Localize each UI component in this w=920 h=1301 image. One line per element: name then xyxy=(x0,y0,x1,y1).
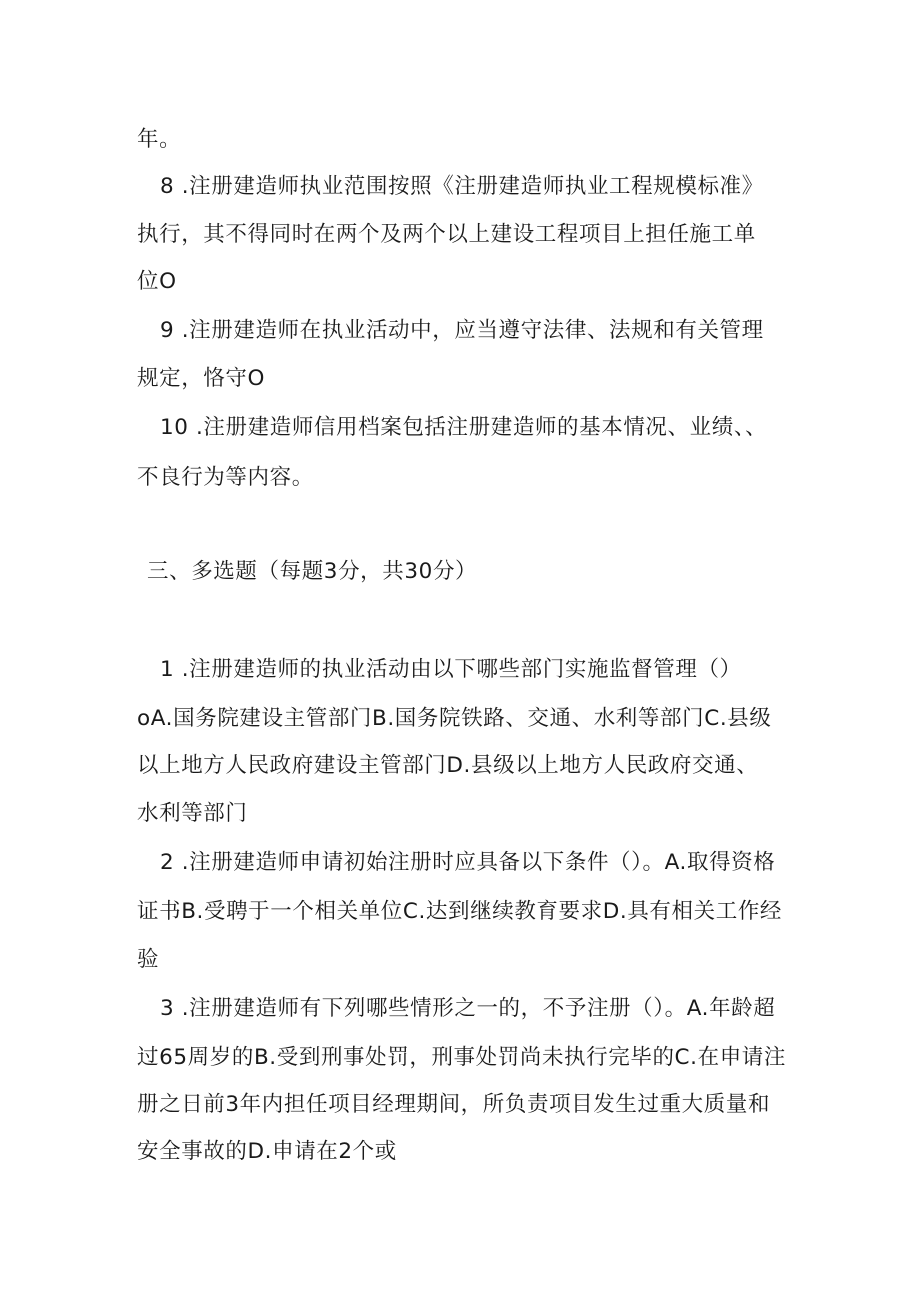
question-9-line-1: 9 .注册建造师在执业活动中，应当遵守法律、法规和有关管理 xyxy=(160,318,764,343)
question-10-line-1: 10 .注册建造师信用档案包括注册建造师的基本情况、业绩、、 xyxy=(160,415,768,440)
mc-question-2-line-3: 验 xyxy=(137,947,160,972)
mc-question-2-line-1: 2 .注册建造师申请初始注册时应具备以下条件（）。A.取得资格 xyxy=(160,850,776,875)
section-heading: 三、多选题（每题3分，共30分） xyxy=(147,559,478,584)
mc-question-1-line-3: 以上地方人民政府建设主管部门D.县级以上地方人民政府交通、 xyxy=(137,753,759,778)
mc-question-3-line-3: 册之日前3年内担任项目经理期间，所负责项目发生过重大质量和 xyxy=(137,1092,771,1117)
question-9-line-2: 规定，恪守O xyxy=(137,366,266,391)
mc-question-1-line-2: oA.国务院建设主管部门B.国务院铁路、交通、水利等部门C.县级 xyxy=(137,706,772,731)
mc-question-1-line-1: 1 .注册建造师的执业活动由以下哪些部门实施监督管理（） xyxy=(160,657,742,682)
question-8-line-1: 8 .注册建造师执业范围按照《注册建造师执业工程规模标准》 xyxy=(160,174,764,199)
question-8-line-3: 位O xyxy=(137,269,177,294)
question-10-line-2: 不良行为等内容。 xyxy=(137,465,314,490)
mc-question-2-line-2: 证书B.受聘于一个相关单位C.达到继续教育要求D.具有相关工作经 xyxy=(137,899,783,924)
question-8-line-2: 执行，其不得同时在两个及两个以上建设工程项目上担任施工单 xyxy=(137,222,756,247)
mc-question-3-line-4: 安全事故的D.申请在2个或 xyxy=(137,1139,397,1164)
mc-question-3-line-2: 过65周岁的B.受到刑事处罚，刑事处罚尚未执行完毕的C.在申请注 xyxy=(137,1045,786,1070)
text-line: 年。 xyxy=(137,127,182,152)
mc-question-3-line-1: 3 .注册建造师有下列哪些情形之一的，不予注册（）。A.年龄超 xyxy=(160,996,776,1021)
mc-question-1-line-4: 水利等部门 xyxy=(137,801,248,826)
